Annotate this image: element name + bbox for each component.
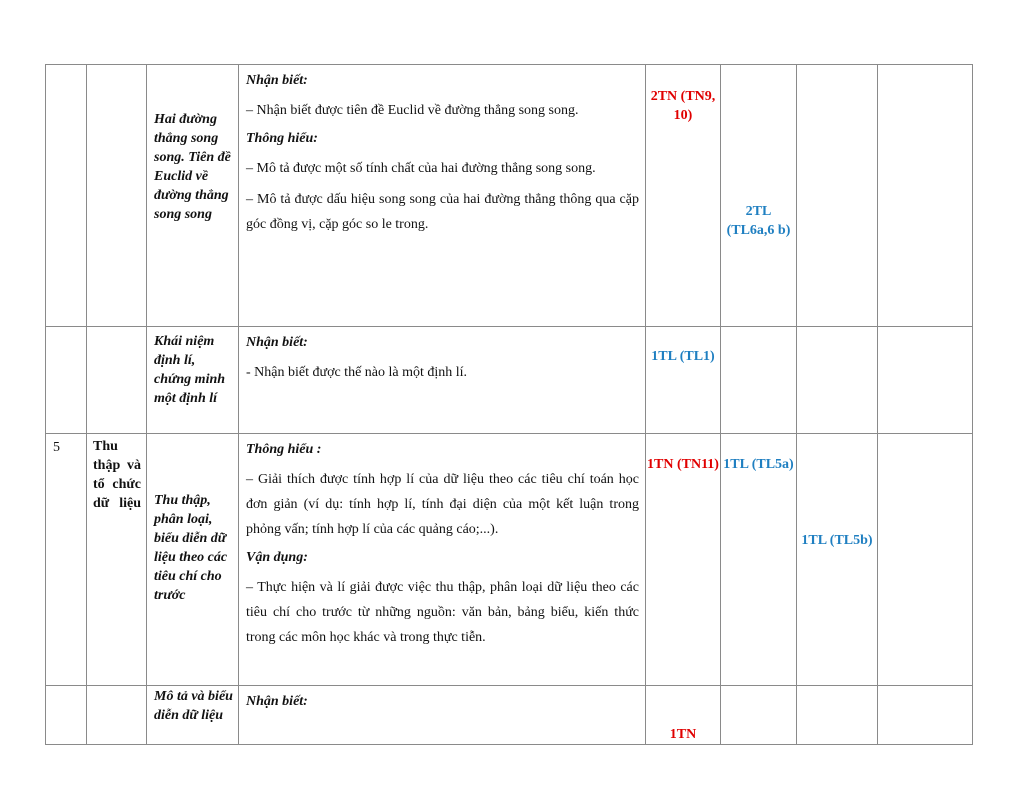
- level-thong-hieu-cell: [721, 327, 797, 434]
- unit-label: Mô tả và biểu diễn dữ liệu: [154, 689, 233, 723]
- level-heading: Nhận biết:: [246, 335, 308, 350]
- question-count: 2TN (TN9, 10): [650, 89, 716, 123]
- topic-label: Thu thập và tổ chức dữ liệu: [93, 439, 141, 511]
- question-count: 1TN (TN11): [647, 457, 719, 472]
- level-van-dung-cao-cell: [878, 327, 973, 434]
- level-van-dung-cell: [797, 434, 878, 686]
- topic-cell: [87, 686, 147, 745]
- description-line: – Thực hiện và lí giải được việc thu thập, phân loại dữ liệu theo các tiêu chí cho trước từ những nguồn: văn bản, bảng biểu, kiến thức trong các môn học khác và trong thực tiễn.: [246, 580, 639, 645]
- level-heading: Thông hiểu:: [246, 131, 318, 146]
- description-line: – Nhận biết được tiên đề Euclid về đường thẳng song song.: [246, 103, 579, 118]
- level-thong-hieu-cell: [721, 686, 797, 745]
- unit-cell: [147, 327, 239, 434]
- table-row: [46, 327, 973, 434]
- level-van-dung-cell: [797, 327, 878, 434]
- table-row: [46, 686, 973, 745]
- unit-cell: [147, 434, 239, 686]
- stt-cell: 5: [46, 434, 87, 686]
- description-line: – Mô tả được dấu hiệu song song của hai đường thẳng thông qua cặp góc đồng vị, cặp góc so le trong.: [246, 192, 639, 232]
- question-count: 1TN: [669, 727, 697, 742]
- question-count: 1TL (TL5a): [723, 457, 794, 472]
- level-van-dung-cao-cell: [878, 65, 973, 327]
- unit-cell: [147, 686, 239, 745]
- level-nhan-biet-cell: [646, 327, 721, 434]
- description-cell: [239, 686, 646, 745]
- stt-cell: [46, 327, 87, 434]
- specification-matrix-table: [45, 64, 973, 745]
- description-cell: [239, 65, 646, 327]
- stt-cell: [46, 686, 87, 745]
- question-count: 2TL (TL6a,6 b): [726, 204, 791, 238]
- unit-label: Khái niệm định lí, chứng minh một định lí: [154, 334, 226, 406]
- level-nhan-biet-cell: [646, 434, 721, 686]
- unit-cell: [147, 65, 239, 327]
- level-van-dung-cao-cell: [878, 434, 973, 686]
- level-nhan-biet-cell: [646, 686, 721, 745]
- question-count: 1TL (TL1): [651, 349, 715, 364]
- topic-cell: [87, 65, 147, 327]
- level-thong-hieu-cell: [721, 434, 797, 686]
- unit-label: Hai đường thẳng song song. Tiên đề Euclid về đường thẳng song song: [154, 111, 231, 222]
- level-thong-hieu-cell: [721, 65, 797, 327]
- description-line: – Mô tả được một số tính chất của hai đường thẳng song song.: [246, 161, 596, 176]
- unit-label: Thu thập, phân loại, biểu diễn dữ liệu theo các tiêu chí cho trước: [154, 492, 228, 603]
- table-row: [46, 434, 973, 686]
- level-heading: Vận dụng:: [246, 550, 308, 565]
- question-count: 1TL (TL5b): [801, 533, 873, 548]
- level-heading: Nhận biết:: [246, 73, 308, 88]
- topic-cell: [87, 434, 147, 686]
- description-line: – Giải thích được tính hợp lí của dữ liệu theo các tiêu chí toán học đơn giản (ví dụ: tính hợp lí, tính đại diện của một kết luận trong phỏng vấn; tính hợp lí của các quảng cáo;...).: [246, 472, 639, 537]
- level-nhan-biet-cell: [646, 65, 721, 327]
- description-line: - Nhận biết được thế nào là một định lí.: [246, 365, 468, 380]
- stt-cell: [46, 65, 87, 327]
- level-heading: Thông hiểu :: [246, 442, 322, 457]
- description-cell: [239, 434, 646, 686]
- level-van-dung-cell: [797, 686, 878, 745]
- table-row: [46, 65, 973, 327]
- level-heading: Nhận biết:: [246, 694, 308, 709]
- description-cell: [239, 327, 646, 434]
- level-van-dung-cao-cell: [878, 686, 973, 745]
- topic-cell: [87, 327, 147, 434]
- level-van-dung-cell: [797, 65, 878, 327]
